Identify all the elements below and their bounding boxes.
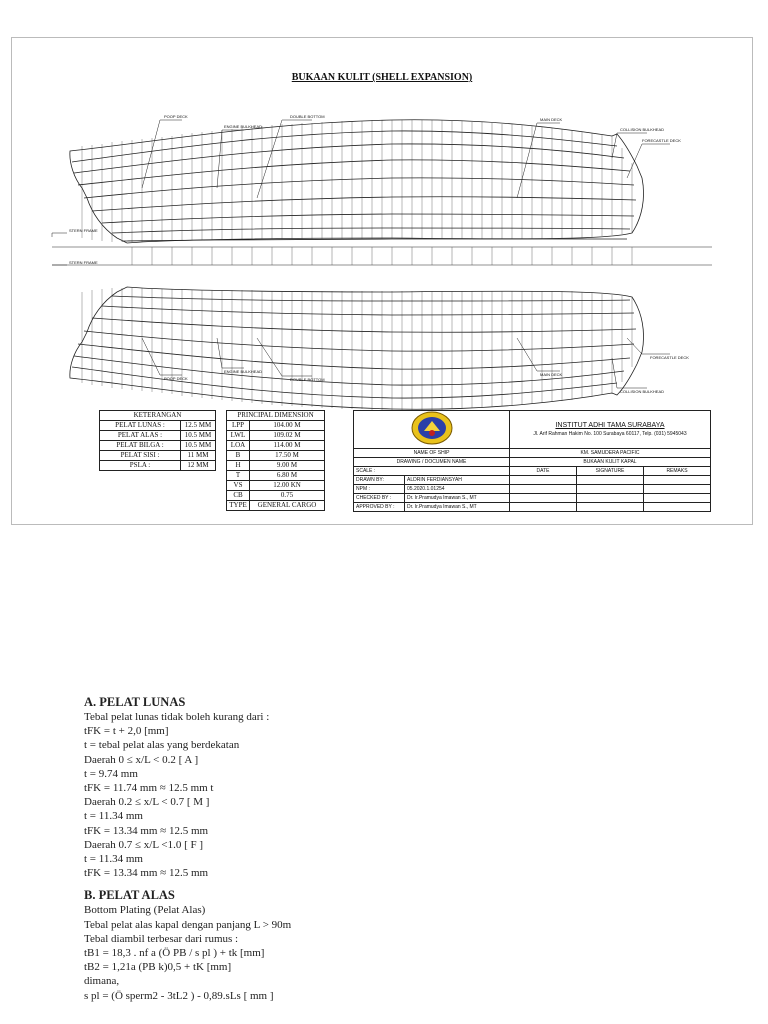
section-a-heading: A. PELAT LUNAS (84, 695, 186, 709)
institution-cell (510, 411, 711, 449)
pd-key: VS (227, 481, 250, 491)
ket-value: 12.5 MM (181, 421, 216, 431)
principal-header: PRINCIPAL DIMENSION (227, 411, 325, 421)
section-a-line: t = 11.34 mm (84, 810, 143, 823)
pd-key: LWL (227, 431, 250, 441)
checked-by-label: CHECKED BY : (354, 494, 405, 503)
keterangan-header: KETERANGAN (100, 411, 216, 421)
scale-label: SCALE : (354, 467, 510, 476)
ket-label: PELAT BILGA : (100, 441, 181, 451)
pd-key: B (227, 451, 250, 461)
title-block (353, 410, 711, 512)
section-b-heading: B. PELAT ALAS (84, 888, 175, 903)
label-double-bottom-bottom: DOUBLE BOTTOM (290, 377, 325, 382)
pd-value: GENERAL CARGO (250, 501, 325, 511)
section-a-line: tFK = 13.34 mm ≈ 12.5 mm (84, 867, 209, 880)
label-forecastle-deck-top: FORECASTLE DECK (642, 138, 681, 143)
pd-key: TYPE (227, 501, 250, 511)
ket-label: PELAT LUNAS : (100, 421, 181, 431)
drawing-sheet (11, 37, 753, 525)
institution-logo-icon (409, 411, 455, 445)
drawing-name-label: DRAWING / DOCUMEN NAME (354, 458, 510, 467)
pd-key: LPP (227, 421, 250, 431)
signature-header: SIGNATURE (577, 467, 644, 476)
label-engine-bulkhead-bottom: ENGINE BULKHEAD (224, 369, 263, 374)
section-b-line: tB1 = 18,3 . nf a (Ö PB / s pl ) + tk [mm] (84, 947, 265, 960)
section-a-line: tFK = 11.74 mm ≈ 12.5 mm t (84, 782, 214, 795)
drawn-by-label: DRAWN BY: (354, 476, 405, 485)
pd-value: 114.00 M (250, 441, 325, 451)
section-b-line: Bottom Plating (Pelat Alas) (84, 904, 206, 917)
pd-value: 104.00 M (250, 421, 325, 431)
section-b-line: s pl = (Ö sperm2 - 3tL2 ) - 0,89.sLs [ mm ] (84, 989, 274, 1002)
label-double-bottom-top: DOUBLE BOTTOM (290, 114, 325, 119)
section-a-line: Daerah 0.2 ≤ x/L < 0.7 [ M ] (84, 796, 210, 809)
pd-value: 17.50 M (250, 451, 325, 461)
pd-key: LOA (227, 441, 250, 451)
section-a-line: t = 11.34 mm (84, 853, 143, 866)
ket-value: 10.5 MM (181, 441, 216, 451)
pd-key: H (227, 461, 250, 471)
label-main-deck-bottom: MAIN DECK (540, 372, 563, 377)
drawn-by-value: ALDRIN FERDIANSYAH (405, 476, 510, 485)
npm-value: 05.2020.1.01254 (405, 485, 510, 494)
label-stern-frame-top: STERN FRAME (69, 228, 98, 233)
label-poop-deck-top: POOP DECK (164, 114, 188, 119)
checked-by-value: Dr. Ir.Pramudya Imawan S., MT (405, 494, 510, 503)
label-forecastle-deck-bottom: FORECASTLE DECK (650, 355, 689, 360)
name-of-ship-value: KM. SAMUDERA PACIFIC (510, 449, 711, 458)
keterangan-table (99, 410, 216, 471)
section-b-line: Tebal diambil terbesar dari rumus : (84, 932, 239, 945)
label-engine-bulkhead-top: ENGINE BULKHEAD (224, 124, 263, 129)
section-b-line: dimana, (84, 975, 120, 988)
section-a-line: t = tebal pelat alas yang berdekatan (84, 739, 240, 752)
section-a-line: Daerah 0 ≤ x/L < 0.2 [ A ] (84, 753, 199, 766)
pd-value: 0.75 (250, 491, 325, 501)
section-a-line: tFK = 13.34 mm ≈ 12.5 mm (84, 824, 209, 837)
label-collision-bulkhead-bottom: COLLISION BULKHEAD (620, 389, 665, 394)
logo-cell (354, 411, 510, 449)
ket-label: PELAT SISI : (100, 451, 181, 461)
pd-value: 109.02 M (250, 431, 325, 441)
ket-label: PELAT ALAS : (100, 431, 181, 441)
label-stern-frame-bottom: STERN FRAME (69, 260, 98, 265)
approved-by-label: APPROVED BY : (354, 503, 405, 512)
principal-dimension-table (226, 410, 325, 511)
remarks-header: REMAKS (644, 467, 711, 476)
section-a-line: Daerah 0.7 ≤ x/L <1.0 [ F ] (84, 838, 204, 851)
institution-address: Jl. Arif Rahman Hakim No. 100 Surabaya 60117, Telp. (031) 5945043 (533, 430, 687, 437)
name-of-ship-label: NAME OF SHIP (354, 449, 510, 458)
ket-value: 10.5 MM (181, 431, 216, 441)
approved-by-value: Dr. Ir.Pramudya Imawan S., MT (405, 503, 510, 512)
section-b-line: tB2 = 1,21a (PB k)0,5 + tK [mm] (84, 961, 232, 974)
pd-value: 6.80 M (250, 471, 325, 481)
label-collision-bulkhead-top: COLLISION BULKHEAD (620, 127, 665, 132)
ket-value: 12 MM (181, 461, 216, 471)
date-header: DATE (510, 467, 577, 476)
section-b-line: Tebal pelat alas kapal dengan panjang L > 90m (84, 918, 292, 931)
ket-value: 11 MM (181, 451, 216, 461)
section-a-line: t = 9.74 mm (84, 767, 138, 780)
document-body (84, 695, 684, 1003)
pd-key: T (227, 471, 250, 481)
pd-value: 12.00 KN (250, 481, 325, 491)
pd-key: CB (227, 491, 250, 501)
label-main-deck-top: MAIN DECK (540, 117, 563, 122)
ket-label: PSLA : (100, 461, 181, 471)
institution-name: INSTITUT ADHI TAMA SURABAYA (555, 421, 665, 429)
npm-label: NPM : (354, 485, 405, 494)
drawing-name-value: BUKAAN KULIT KAPAL (510, 458, 711, 467)
drawing-title: BUKAAN KULIT (SHELL EXPANSION) (291, 72, 473, 83)
section-a-line: tFK = t + 2,0 [mm] (84, 725, 169, 738)
section-a-line: Tebal pelat lunas tidak boleh kurang dari : (84, 711, 270, 723)
pd-value: 9.00 M (250, 461, 325, 471)
label-poop-deck-bottom: POOP DECK (164, 376, 188, 381)
